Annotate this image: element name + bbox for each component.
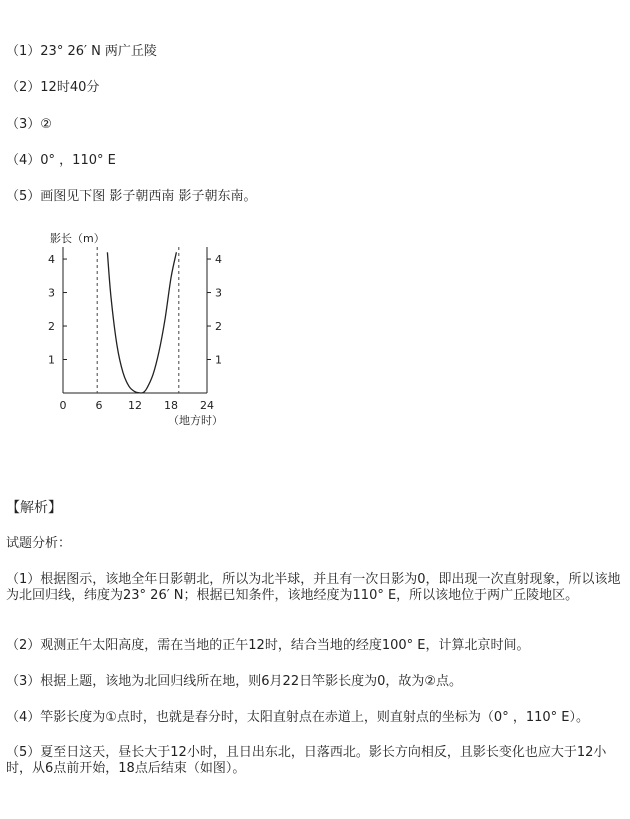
chart-ylabel: 影长（m） xyxy=(50,232,105,245)
chart-xlabel: （地方时） xyxy=(168,414,223,427)
x-tick-label: 18 xyxy=(164,399,178,412)
analysis-2: （2）观测正午太阳高度，需在当地的正午12时，结合当地的经度100° E，计算北京时间。 xyxy=(6,638,530,653)
shadow-length-chart xyxy=(40,222,240,432)
analysis-1: （1）根据图示，该地全年日影朝北，所以为北半球，并且有一次日影为0，即出现一次直射现象，所以该地为北回归线，纬度为23° 26′ N；根据已知条件，该地经度为110° E，所以该地位于两广丘陵地区。 xyxy=(6,572,621,603)
y-tick-label-left: 4 xyxy=(48,253,55,267)
answer-5: （5）画图见下图 影子朝西南 影子朝东南。 xyxy=(6,189,257,204)
x-tick-label: 24 xyxy=(200,399,214,412)
analysis-intro: 试题分析： xyxy=(6,536,72,551)
shadow-length-curve xyxy=(107,252,176,393)
y-tick-label-right: 2 xyxy=(215,320,222,334)
analysis-5: （5）夏至日这天，昼长大于12小时，且日出东北，日落西北。影长方向相反，且影长变化也应大于12小时，从6点前开始，18点后结束（如图）。 xyxy=(6,745,607,776)
x-tick-label: 6 xyxy=(95,399,103,412)
x-tick-label: 12 xyxy=(128,399,142,412)
analysis-heading: 【解析】 xyxy=(6,500,62,516)
x-tick-label: 0 xyxy=(59,399,67,412)
y-tick-label-left: 2 xyxy=(48,320,55,334)
answer-1: （1）23° 26′ N 两广丘陵 xyxy=(6,44,157,59)
y-tick-label-right: 3 xyxy=(215,286,222,300)
y-tick-label-left: 3 xyxy=(48,286,55,300)
y-tick-label-right: 4 xyxy=(215,253,222,267)
analysis-3: （3）根据上题，该地为北回归线所在地，则6月22日竿影长度为0，故为②点。 xyxy=(6,674,463,689)
answer-4: （4）0° ，110° E xyxy=(6,153,116,168)
analysis-4: （4）竿影长度为①点时，也就是春分时，太阳直射点在赤道上，则直射点的坐标为（0° ，110° E）。 xyxy=(6,710,589,725)
answer-3: （3）② xyxy=(6,117,52,132)
y-tick-label-right: 1 xyxy=(215,353,222,367)
y-tick-label-left: 1 xyxy=(48,353,55,367)
answer-2: （2）12时40分 xyxy=(6,80,100,95)
